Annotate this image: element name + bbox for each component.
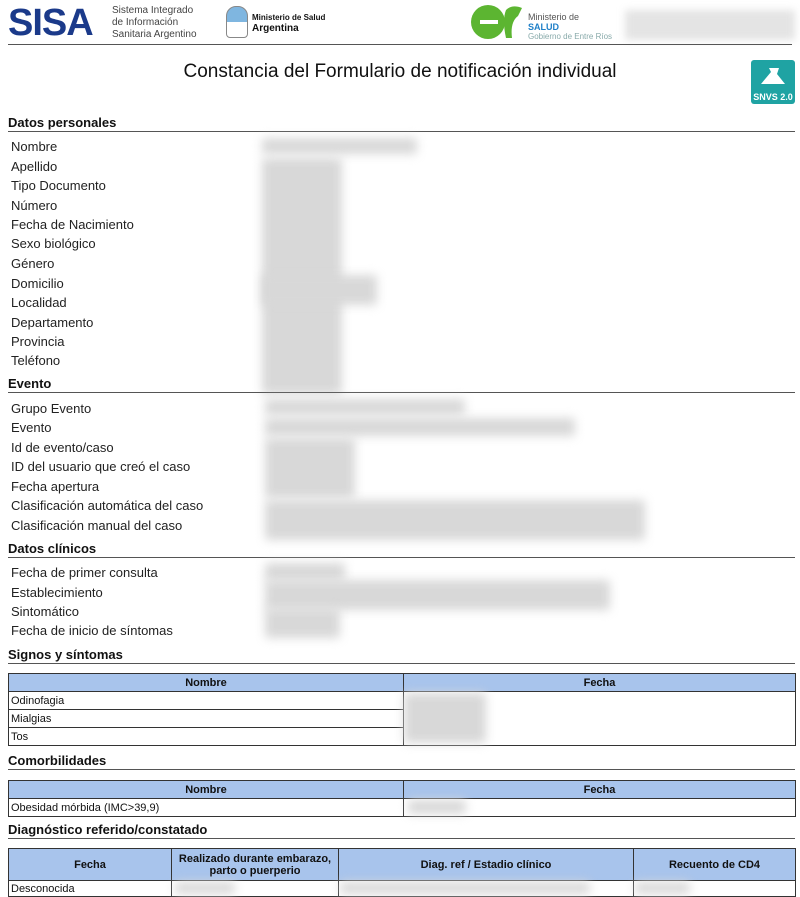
snvs-label: SNVS 2.0 xyxy=(753,92,793,102)
field-label: Sintomático xyxy=(11,604,79,619)
field-label: Establecimiento xyxy=(11,585,103,600)
section-datos-clinicos: Datos clínicos xyxy=(8,541,795,558)
sisa-tagline-line: de Información xyxy=(112,17,179,28)
field-label: Género xyxy=(11,256,55,271)
redacted-value xyxy=(265,608,340,638)
page-header xyxy=(0,0,800,46)
minsal-country: Argentina xyxy=(252,23,299,34)
field-label: Nombre xyxy=(11,139,58,154)
table-row xyxy=(9,728,796,746)
field-label: Tipo Documento xyxy=(11,178,106,193)
field-label: Fecha de inicio de síntomas xyxy=(11,623,173,638)
column-header: Fecha xyxy=(404,674,796,692)
snvs-icon xyxy=(757,64,789,88)
field-label: ID del usuario que creó el caso xyxy=(11,459,191,474)
redacted-value xyxy=(408,800,466,814)
cell-nombre: Tos xyxy=(9,728,404,746)
redacted-value xyxy=(265,418,575,436)
field-label: Domicilio xyxy=(11,276,64,291)
minsal-line: Ministerio de Salud xyxy=(252,13,326,22)
comorbilidades-table xyxy=(8,780,796,817)
field-label: Fecha apertura xyxy=(11,479,100,494)
sisa-tagline xyxy=(112,5,197,41)
column-header: Fecha xyxy=(404,781,796,799)
sisa-tagline-line: Sanitaria Argentino xyxy=(112,29,197,40)
signos-table xyxy=(8,673,796,746)
column-header: Recuento de CD4 xyxy=(634,849,796,881)
section-evento: Evento xyxy=(8,376,795,393)
argentina-shield-icon xyxy=(226,6,248,38)
field-label: Fecha de primer consulta xyxy=(11,565,158,580)
sisa-logo: SISA xyxy=(8,2,93,44)
redacted-value xyxy=(404,693,486,743)
field-label: Clasificación manual del caso xyxy=(11,518,183,533)
field-label: Provincia xyxy=(11,334,65,349)
section-signos-sintomas: Signos y síntomas xyxy=(8,647,795,664)
redacted-value xyxy=(635,882,690,894)
er-ministerio-text xyxy=(528,12,612,42)
er-logo-icon xyxy=(466,0,526,42)
redacted-value xyxy=(265,399,465,415)
section-diagnostico: Diagnóstico referido/constatado xyxy=(8,822,795,839)
page-title: Constancia del Formulario de notificación individual xyxy=(183,61,617,82)
redacted-value xyxy=(265,580,610,610)
cell-fecha: Desconocida xyxy=(9,881,172,897)
redacted-value xyxy=(265,563,345,581)
field-label: Localidad xyxy=(11,295,67,310)
ministerio-salud-logo xyxy=(252,12,325,34)
section-datos-personales: Datos personales xyxy=(8,115,795,132)
redacted-header-info xyxy=(625,10,795,40)
er-line: Ministerio de xyxy=(528,12,580,22)
table-row xyxy=(9,710,796,728)
er-salud: SALUD xyxy=(528,22,559,32)
column-header: Realizado durante embarazo, parto o puerperio xyxy=(172,849,339,881)
field-label: Evento xyxy=(11,420,52,435)
sisa-tagline-line: Sistema Integrado xyxy=(112,5,194,16)
field-label: Sexo biológico xyxy=(11,236,96,251)
field-label: Teléfono xyxy=(11,353,61,368)
redacted-value xyxy=(265,438,355,498)
er-gobierno: Gobierno de Entre Ríos xyxy=(528,32,613,41)
redacted-value xyxy=(340,882,590,894)
field-label: Departamento xyxy=(11,315,94,330)
column-header: Diag. ref / Estadio clínico xyxy=(339,849,634,881)
field-label: Id de evento/caso xyxy=(11,440,114,455)
cell-nombre: Mialgias xyxy=(9,710,404,728)
column-header: Nombre xyxy=(9,674,404,692)
table-row xyxy=(9,692,796,710)
cell-nombre: Obesidad mórbida (IMC>39,9) xyxy=(9,799,404,817)
section-comorbilidades: Comorbilidades xyxy=(8,753,795,770)
table-row xyxy=(9,799,796,817)
field-label: Fecha de Nacimiento xyxy=(11,217,134,232)
column-header: Fecha xyxy=(9,849,172,881)
redacted-value xyxy=(262,138,417,154)
cell-nombre: Odinofagia xyxy=(9,692,404,710)
field-label: Apellido xyxy=(11,159,58,174)
field-label: Grupo Evento xyxy=(11,401,92,416)
redacted-value xyxy=(265,500,645,540)
redacted-value xyxy=(175,882,235,894)
field-label: Número xyxy=(11,198,58,213)
header-divider xyxy=(8,44,792,45)
snvs-badge xyxy=(751,60,795,104)
redacted-value xyxy=(262,275,377,305)
field-label: Clasificación automática del caso xyxy=(11,498,204,513)
column-header: Nombre xyxy=(9,781,404,799)
